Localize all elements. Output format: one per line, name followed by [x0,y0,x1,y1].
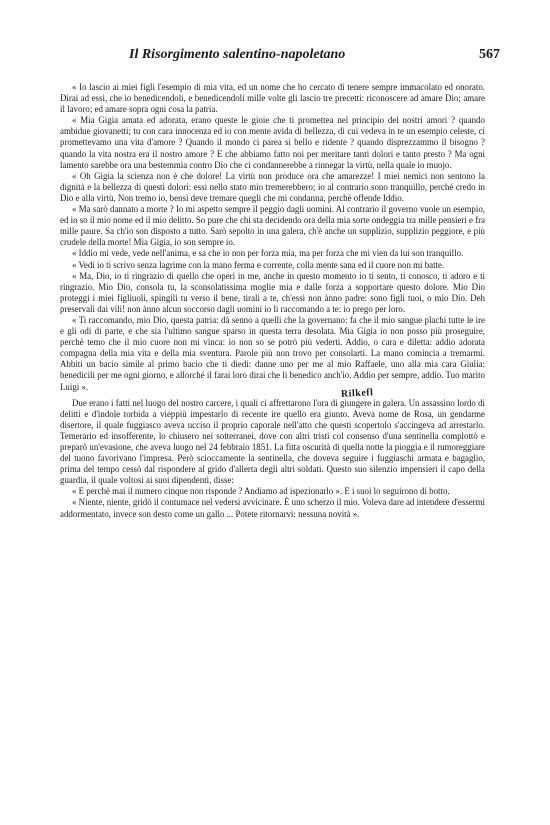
paragraph: « Ma, Dio, io ti ringrazio di quello che operi in me, anche in questo momento io ti sento, ti conosco, ti adoro e ti ringrazio. Mio Dio, consola tu, la sconsolatissima moglie mia e dalle forza a sopportare questo dolore. Mio Dio proteggi i miei figliuoli, spingili tu verso il bene, tirali a te, ch'essi non ànno padre: sono figli tuoi, o mio Dio. Deh preservali dai vili! non ànno alcun soccorso dagli uomini io li raccomando a te: io prego per loro. [60,270,485,314]
running-title: Il Risorgimento salentino-napoletano [129,47,346,62]
paragraph: « E perchè mai il numero cinque non risponde ? Andiamo ad ispezionarlo ». E i suoi lo seguirono di botto. [72,486,450,497]
paragraph: « Iddio mi vede, vede nell'anima, e sa che io non per forza mia, ma per forza che mi vien da lui son tranquillo. [72,248,464,259]
paragraph: « Ma sarò dannato a morte ? Io mi aspetto sempre il peggio dagli uomini. Al contrario il governo vuole un esempio, ed io so il mio nome ed il mio delitto. So pure che chi sta decidendo ora della mia sorte ondeggia tra mille pensieri e fra mille paure. Sa ch'io son disposto a tutto. Sarò sepolto in una galera, ch'è anche un supplizio, supplizio peggiore, e più crudele della morte! Mia Gigia, io son sempre io. [60,204,485,248]
paragraph: « Mia Gigia amata ed adorata, erano queste le gioie che ti promettea nel principio del nostri amori ? quando ambidue giovanetti; tu con cara innocenza ed io con mente avida di bellezza, di cui vedeva in te un esempio celeste, ci promettevamo una vita d'amore ? Quando il mondo ci parea sì bello e ridente ? quando disprezzammo il bisogno ? quando la vita nostra era il nostro amore ? E che abbiamo fatto noi per meritare tanti dolori e tanto presto ? Ma ogni lamento sarebbe ora una bestemmia contro Dio che ci condannerebbe a rinnegar la virtù, nella quale io muojo. [60,115,485,170]
paragraph: « Oh Gigia la scienza non è che dolore! La virtù non produce ora che amarezze! I miei nemici non sentono la dignità e la bellezza di questi dolori: essi nello stato mio tremerebbero; io al contrario sono tranquillo, perché credo in Dio e alla virtù. Non tremo io, bensì deve tremare quegli che mi condanna, perchè offende Iddio. [60,170,485,203]
page-number: 567 [479,47,500,62]
paragraph: « Ti raccomando, mio Dio, questa patria: dà senno a quelli che la governano: fa che il mio sangue plachi tutte le ire e gli odi di parte, e che sia l'ultimo sangue sparso in questa terra desolata. Mia Gigia io non posso più proseguire, perchè temo che il mio cuore non mi vinca: io non so se potrò più vederti. Addio, o cara e diletta: addio adorata compagna della mia vita e della mia sventura. Parole più non trovo per consolarti. La mano comincia a tremarmi. Abbiti un bacio simile al primo bacio che ti diedi: danne uno per me al mio Raffaele, uno alla mia cara Giulia: benedicili per me ogni giorno, e allorché il farai loro dirai che li benedico anch'io. Addio per sempre, addio. Tuo marito Luigi ». [60,314,485,392]
paragraph: « Io lascio ai miei figli l'esempio di mia vita, ed un nome che ho cercato di tenere sempre immacolato ed onorato. Dirai ad essi, che io benedicendoli, e benedicendoli mille volte gli lascio tre precetti: riconoscere ad amare Dio; amare il lavoro; ed amare sopra ogni cosa la patria. [60,82,485,115]
paragraph: « Vedi io ti scrivo senza lagrime con la mano ferma e corrente, colla mente sana ed il cuore non mi batte. [72,259,445,270]
body-text [60,82,485,520]
paragraph: « Niente, niente, gridò il contumace nel vedersi avvicinare. È uno scherzo il mio. Voleva dare ad intendere d'essermi addormentato, invece son desto come un gallo ... Potete ritornarvi: nessuna novità ». [60,497,485,519]
paragraph: Due erano i fatti nel luogo del nostro carcere, i quali ci affrettarono l'ora di giungere in galera. Un assassino lordo di delitti e d'indole torbida a vieppiù impestarlo di recente ire quello era giunto. Aveva nome de Rosa, un gendarme disertore, il quale fuggiasco aveva ucciso il proprio caporale nell'atto che questi scopertolo s'accingeva ad arrestarlo. Temerario ed insofferente, lo chiusero nei sotterranei, dove con altri tristi col consenso d'una sentinella complottò e preparò un'evasione, che aveva luogo nel 24 febbraio 1851. La fitta oscurità di quella notte la pioggia e il rumoreggiare del tuono favorivano l'impresa. Però scioccamente la sentinella, che doveva seguire i fuggiaschi armata e bagaglio, prima del tempo cessò dal rispondere al grido d'allerta degli altri soldati. Questo suo silenzio impensierì il capo della guardia, il quale voltosi ai suoi dipendenti, disse: [60,397,485,486]
handwritten-annotation: Rilkefl [340,387,374,400]
